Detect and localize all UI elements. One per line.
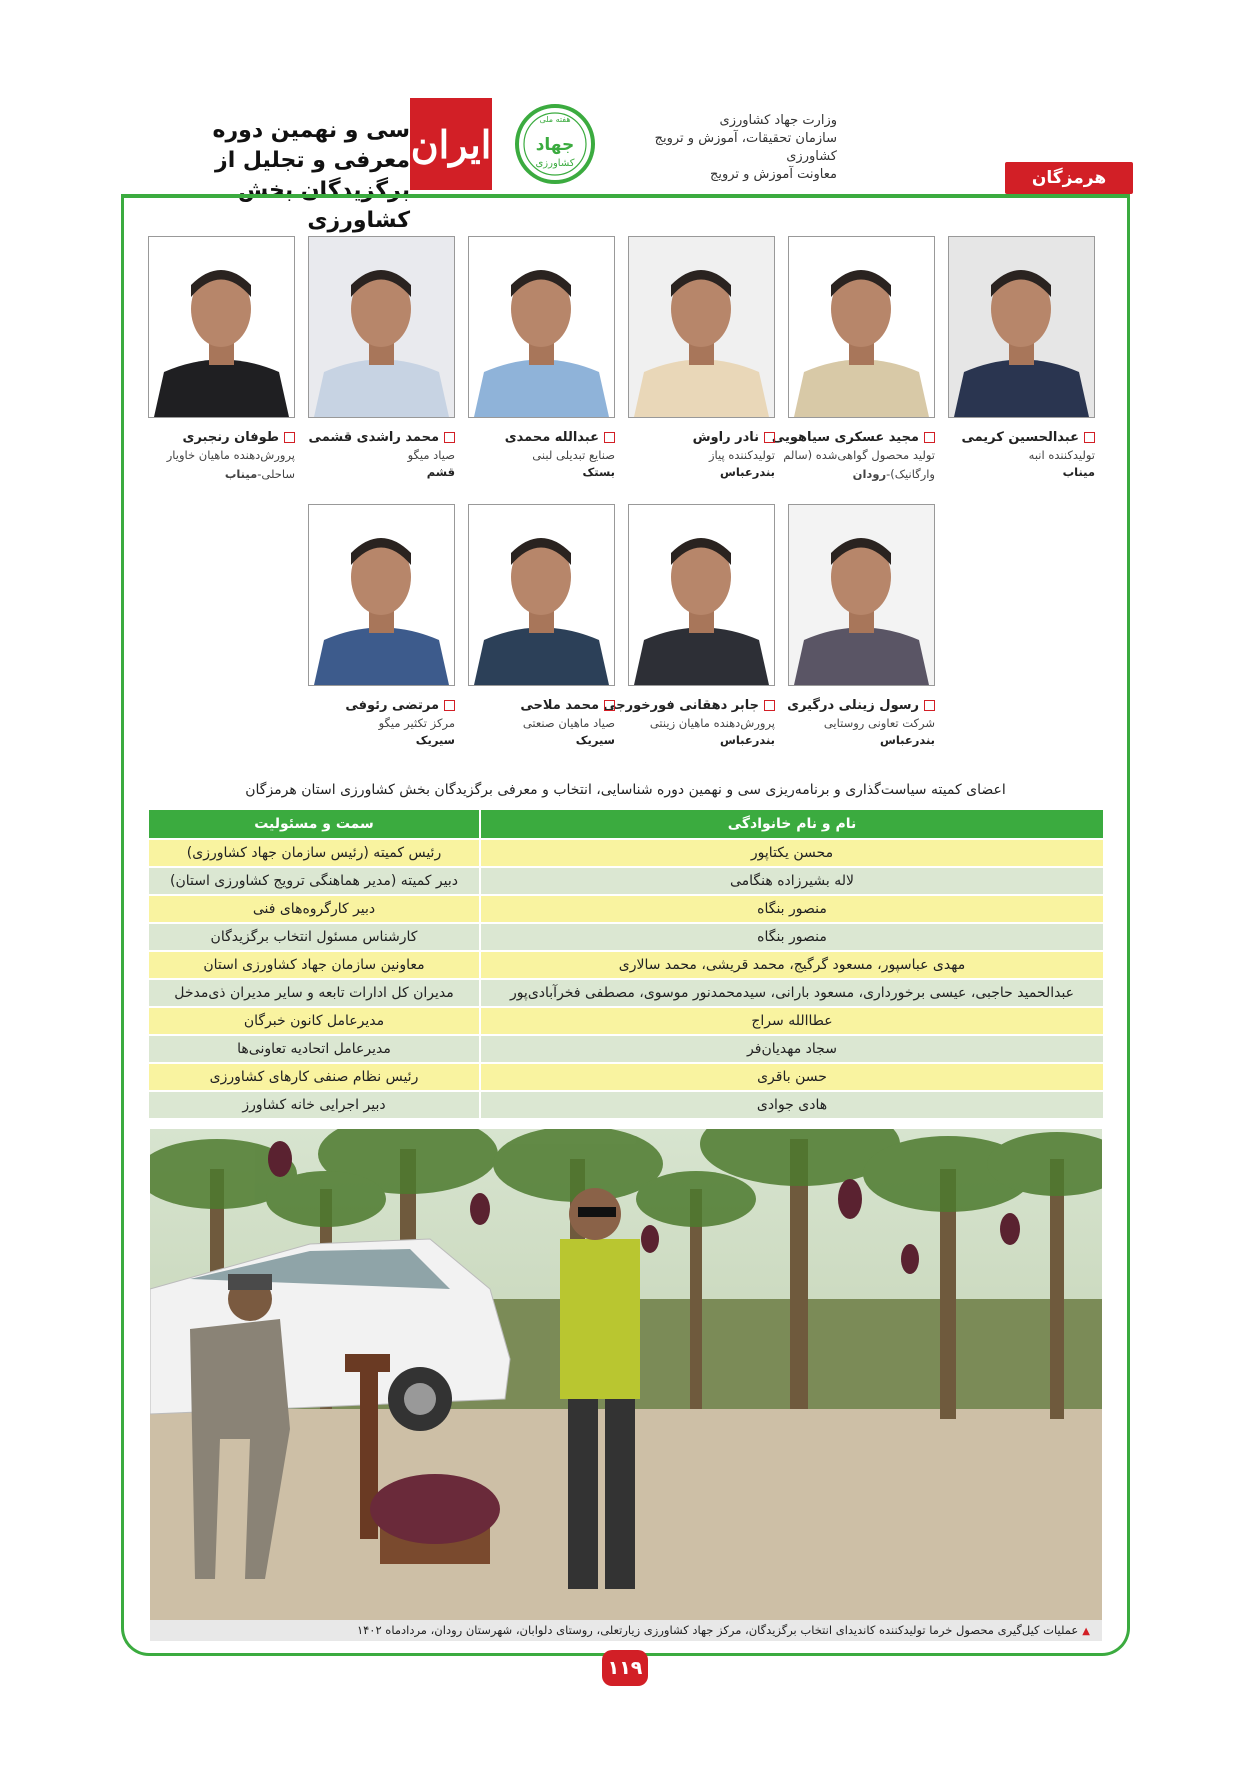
member-role: رئیس نظام صنفی کارهای کشاورزی (149, 1064, 479, 1090)
table-row (149, 1092, 1103, 1118)
person-city: سیریک (415, 733, 455, 747)
member-role: دبیر کمیته (مدیر هماهنگی ترویج کشاورزی استان) (149, 868, 479, 894)
table-row (149, 896, 1103, 922)
title-line-1: سی و نهمین دوره معرفی و تجلیل از (212, 118, 410, 173)
table-row (149, 980, 1103, 1006)
org-line-2: سازمان تحقیقات، آموزش و ترویج کشاورزی (654, 131, 837, 164)
col-name-header: نام و نام خانوادگی (481, 810, 1103, 838)
checkbox-icon (1084, 432, 1095, 443)
member-name: منصور بنگاه (481, 896, 1103, 922)
person-name: محمد ملاحی (520, 698, 599, 713)
member-role: مدیران کل ادارات تابعه و سایر مدیران ذی‌مدخل (149, 980, 479, 1006)
table-row (149, 868, 1103, 894)
person-photo (468, 236, 615, 418)
member-name: هادی جوادی (481, 1092, 1103, 1118)
person-job: مرکز تکثیر میگو (378, 716, 455, 730)
person-card (468, 504, 615, 749)
person-city: میناب (224, 467, 258, 481)
person-card (788, 504, 935, 749)
table-row (149, 952, 1103, 978)
member-role: رئیس کمیته (رئیس سازمان جهاد کشاورزی) (149, 840, 479, 866)
col-role-header: سمت و مسئولیت (149, 810, 479, 838)
member-name: عبدالحمید حاجبی، عیسی برخورداری، مسعود بارانی، سیدمحمدنور موسوی، مصطفی فخرآبادی‌پور (481, 980, 1103, 1006)
person-job: پرورش‌دهنده ماهیان خاویار (166, 448, 295, 462)
person-name: محمد راشدی قشمی (308, 430, 439, 445)
person-photo (148, 236, 295, 418)
jahad-logo (510, 98, 600, 190)
person-job: صیاد ماهیان صنعتی (522, 716, 615, 730)
person-city: بندرعباس (719, 465, 775, 479)
photo-caption-text: عملیات کیل‌گیری محصول خرما تولیدکننده کاندیدای انتخاب برگزیدگان، مرکز جهاد کشاورزی زیارتعلی، روستای دلوابان، شهرستان رودان، مردادماه ۱۴۰۲ (356, 1623, 1079, 1637)
person-name: رسول زینلی درگیری (787, 698, 919, 713)
person-name: طوفان رنجبری (182, 430, 279, 445)
person-city: بندرعباس (719, 733, 775, 747)
person-card (628, 236, 775, 481)
person-city: قشم (426, 465, 455, 479)
person-card (771, 236, 935, 483)
person-card (948, 236, 1095, 481)
date-harvest-photo (150, 1129, 1102, 1620)
member-role: مدیرعامل اتحادیه تعاونی‌ها (149, 1036, 479, 1062)
person-card (468, 236, 615, 481)
person-city: بستک (582, 465, 615, 479)
checkbox-icon (444, 700, 455, 711)
person-photo (948, 236, 1095, 418)
table-row (149, 924, 1103, 950)
person-photo (468, 504, 615, 686)
committee-table (149, 808, 1103, 1120)
person-photo (308, 236, 455, 418)
logo-main-text: جهاد (535, 135, 575, 155)
person-card (308, 236, 455, 481)
checkbox-icon (924, 432, 935, 443)
checkbox-icon (284, 432, 295, 443)
province-badge: هرمزگان (1005, 162, 1133, 194)
page-number: ۱۱۹ (602, 1650, 648, 1686)
logo-sub-text: کشاورزی (535, 158, 575, 169)
title-line-2: برگزیدگان بخش کشاورزی (237, 178, 410, 233)
checkbox-icon (444, 432, 455, 443)
member-name: حسن باقری (481, 1064, 1103, 1090)
person-name: جابر دهقانی فورخورجی (603, 698, 759, 713)
checkbox-icon (924, 700, 935, 711)
person-photo (308, 504, 455, 686)
person-job: صنایع تبدیلی لبنی (532, 448, 615, 462)
member-role: معاونین سازمان جهاد کشاورزی استان (149, 952, 479, 978)
person-photo (788, 504, 935, 686)
person-city: میناب (1062, 465, 1095, 479)
member-name: محسن یکتاپور (481, 840, 1103, 866)
photo-caption (150, 1620, 1102, 1641)
person-job: ساحلی-میناب (224, 467, 295, 481)
member-name: عطاالله سراج (481, 1008, 1103, 1034)
member-role: کارشناس مسئول انتخاب برگزیدگان (149, 924, 479, 950)
table-row (149, 840, 1103, 866)
checkbox-icon (764, 700, 775, 711)
person-photo (628, 504, 775, 686)
caption-triangle-icon: ▲ (1082, 1626, 1090, 1637)
person-card (603, 504, 775, 749)
person-card (148, 236, 295, 483)
table-row (149, 1036, 1103, 1062)
checkbox-icon (764, 432, 775, 443)
person-job: صیاد میگو (407, 448, 455, 462)
person-name: عبدالحسین کریمی (961, 430, 1079, 445)
person-job: پرورش‌دهنده ماهیان زینتی (649, 716, 775, 730)
table-row (149, 1064, 1103, 1090)
org-line-3: معاونت آموزش و ترویج (709, 167, 837, 182)
person-card (308, 504, 455, 749)
committee-caption: اعضای کمیته سیاست‌گذاری و برنامه‌ریزی سی و نهمین دوره شناسایی، انتخاب و معرفی برگزیدگان بخش کشاورزی استان هرمزگان (245, 782, 1006, 798)
table-row (149, 1008, 1103, 1034)
person-job: تولیدکننده انبه (1028, 448, 1095, 462)
member-role: دبیر اجرایی خانه کشاورز (149, 1092, 479, 1118)
person-job: تولید محصول گواهی‌شده (سالم (783, 448, 935, 462)
person-city: بندرعباس (879, 733, 935, 747)
iran-logo: ایران (410, 98, 492, 190)
table-header-row (149, 810, 1103, 838)
member-role: دبیر کارگروه‌های فنی (149, 896, 479, 922)
person-name: نادر راوش (692, 430, 759, 445)
member-name: مهدی عباسپور، مسعود گرگیج، محمد قریشی، محمد سالاری (481, 952, 1103, 978)
person-name: عبدالله محمدی (504, 430, 599, 445)
person-photo (788, 236, 935, 418)
member-name: منصور بنگاه (481, 924, 1103, 950)
org-line-1: وزارت جهاد کشاورزی (719, 113, 837, 128)
member-name: لاله بشیرزاده هنگامی (481, 868, 1103, 894)
member-role: مدیرعامل کانون خبرگان (149, 1008, 479, 1034)
checkbox-icon (604, 432, 615, 443)
person-city: رودان (852, 467, 887, 481)
organization-block (612, 112, 837, 184)
person-name: مجید عسکری سیاهویی (771, 430, 919, 445)
person-name: مرتضی رئوفی (345, 698, 439, 713)
logo-top-text: هفته ملی (539, 115, 571, 124)
person-job: شرکت تعاونی روستایی (823, 716, 935, 730)
person-photo (628, 236, 775, 418)
person-job: تولیدکننده پیاز (708, 448, 775, 462)
person-job: وارگانیک)-رودان (852, 467, 935, 481)
checkbox-icon (604, 700, 615, 711)
member-name: سجاد مهدیان‌فر (481, 1036, 1103, 1062)
person-city: سیریک (575, 733, 615, 747)
